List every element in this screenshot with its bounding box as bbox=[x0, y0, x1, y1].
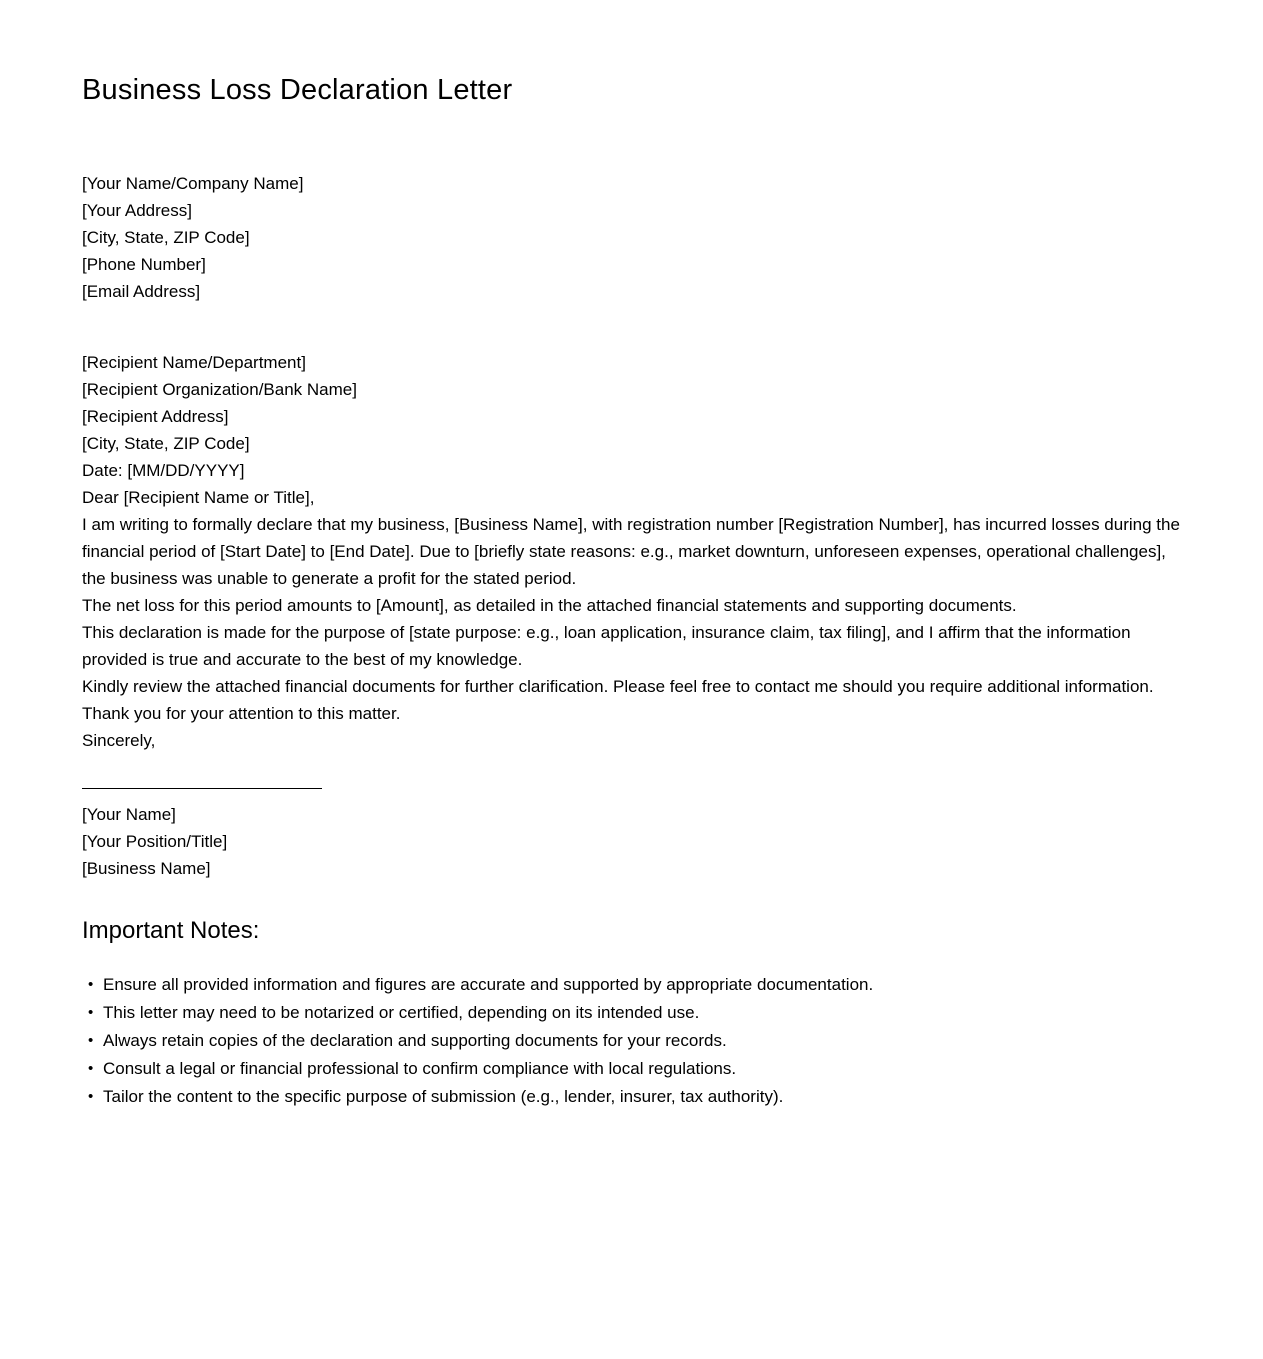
sender-address-block bbox=[82, 170, 1180, 305]
note-item-consult-professional: • Consult a legal or financial professional to confirm compliance with local regulations. bbox=[82, 1055, 1180, 1082]
page-title: Business Loss Declaration Letter bbox=[82, 74, 513, 106]
note-item-notarization: • This letter may need to be notarized or certified, depending on its intended use. bbox=[82, 999, 1180, 1026]
signature-business-line: [Business Name] bbox=[82, 859, 211, 878]
signature-name-line: [Your Name] bbox=[82, 805, 176, 824]
paragraph-purpose: This declaration is made for the purpose of [state purpose: e.g., loan application, insurance claim, tax filing], and I affirm that the information provided is true and accurate to the best of my knowledge. bbox=[82, 623, 1131, 669]
note-item-retain-copies: • Always retain copies of the declaration and supporting documents for your records. bbox=[82, 1027, 1180, 1054]
paragraph-declaration: I am writing to formally declare that my business, [Business Name], with registration number [Registration Number], has incurred losses during the financial period of [Start Date] to [End Date]. Due to [briefly state reasons: e.g., market downturn, unforeseen expenses, operational challenges], the business was unable to generate a profit for the stated period. bbox=[82, 515, 1180, 588]
recipient-city-line: [City, State, ZIP Code] bbox=[82, 434, 250, 453]
date-line: Date: [MM/DD/YYYY] bbox=[82, 461, 245, 480]
signature-position-line: [Your Position/Title] bbox=[82, 832, 228, 851]
paragraph-thank-you: Thank you for your attention to this matter. bbox=[82, 704, 401, 723]
signature-line bbox=[82, 788, 322, 789]
recipient-address-line: [Recipient Address] bbox=[82, 407, 229, 426]
sender-email-line: [Email Address] bbox=[82, 282, 201, 301]
sender-phone-line: [Phone Number] bbox=[82, 255, 206, 274]
recipient-address-block bbox=[82, 349, 1180, 457]
note-item-accuracy: • Ensure all provided information and figures are accurate and supported by appropriate documentation. bbox=[82, 971, 1180, 998]
note-item-tailor-content: • Tailor the content to the specific purpose of submission (e.g., lender, insurer, tax authority). bbox=[82, 1083, 1180, 1110]
important-notes-heading: Important Notes: bbox=[82, 917, 260, 944]
important-notes-list bbox=[82, 971, 1180, 1110]
signature-block bbox=[82, 801, 1180, 882]
salutation: Dear [Recipient Name or Title], bbox=[82, 488, 315, 507]
recipient-name-line: [Recipient Name/Department] bbox=[82, 353, 306, 372]
closing: Sincerely, bbox=[82, 731, 156, 750]
paragraph-review-request: Kindly review the attached financial documents for further clarification. Please feel free to contact me should you require additional information. bbox=[82, 677, 1154, 696]
sender-address-line: [Your Address] bbox=[82, 201, 192, 220]
sender-city-line: [City, State, ZIP Code] bbox=[82, 228, 250, 247]
recipient-organization-line: [Recipient Organization/Bank Name] bbox=[82, 380, 357, 399]
sender-name-line: [Your Name/Company Name] bbox=[82, 174, 304, 193]
paragraph-net-loss: The net loss for this period amounts to [Amount], as detailed in the attached financial statements and supporting documents. bbox=[82, 596, 1017, 615]
